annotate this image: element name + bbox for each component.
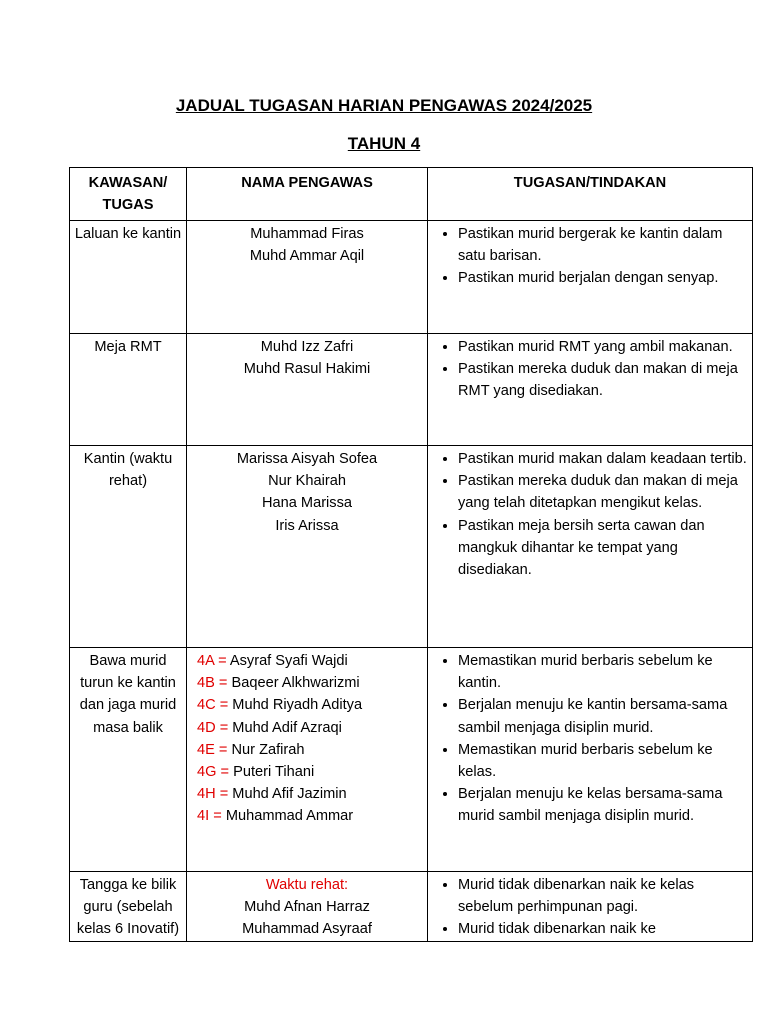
tugasan-item: • Berjalan menuju ke kelas bersama-sama murid sambil menjaga disiplin murid.	[458, 783, 748, 827]
nama-pengawas: Muhd Izz Zafri	[260, 339, 354, 355]
nama-pengawas: Muhd Rasul Hakimi	[243, 361, 371, 378]
kelas-label: 4E =	[197, 741, 228, 758]
tugasan-item: • Memastikan murid berbaris sebelum ke kelas.	[458, 739, 748, 783]
nama-cell	[187, 446, 428, 648]
kelas-pengawas-line	[197, 717, 423, 739]
tugasan-cell	[428, 872, 753, 942]
nama-pengawas: Muhd Adif Azraqi	[232, 719, 342, 736]
kelas-label: 4B =	[197, 675, 228, 692]
nama-pengawas: Nur Khairah	[268, 473, 346, 490]
nama-cell	[187, 648, 428, 872]
table-row	[70, 221, 753, 334]
kelas-pengawas-line	[197, 783, 423, 805]
table-row	[70, 446, 753, 648]
tugasan-item: • Berjalan menuju ke kantin bersama-sama sambil menjaga disiplin murid.	[458, 694, 748, 738]
tugasan-item: • Murid tidak dibenarkan naik ke kelas sebelum perhimpunan pagi.	[458, 874, 748, 918]
kelas-pengawas-line	[197, 672, 423, 694]
document-title: JADUAL TUGASAN HARIAN PENGAWAS 2024/2025	[175, 96, 593, 115]
nama-cell	[187, 872, 428, 942]
nama-pengawas: Muhammad Asyraaf	[242, 921, 372, 938]
tugasan-item: • Murid tidak dibenarkan naik ke	[458, 918, 748, 940]
tugasan-item: • Memastikan murid berbaris sebelum ke kantin.	[458, 650, 748, 694]
tugasan-item: • Pastikan murid berjalan dengan senyap.	[458, 267, 748, 289]
nama-pengawas: Marissa Aisyah Sofea	[236, 451, 378, 467]
nama-cell	[187, 334, 428, 446]
tugasan-cell	[428, 648, 753, 872]
tugasan-cell	[428, 334, 753, 446]
nama-pengawas: Hana Marissa	[261, 495, 353, 512]
tugasan-item: • Pastikan mereka duduk dan makan di meja yang telah ditetapkan mengikut kelas.	[458, 470, 748, 514]
duty-table	[69, 167, 753, 942]
kelas-label: 4A =	[197, 653, 227, 669]
tugasan-cell	[428, 221, 753, 334]
nama-pengawas: Muhd Afif Jazimin	[232, 786, 347, 803]
nama-pengawas: Muhd Ammar Aqil	[249, 248, 365, 265]
kelas-label: 4D =	[197, 719, 229, 736]
header-kawasan: KAWASAN/ TUGAS	[70, 168, 187, 221]
kawasan-cell: Meja RMT	[70, 334, 187, 446]
header-tugasan: TUGASAN/TINDAKAN	[428, 168, 753, 221]
kawasan-cell: Kantin (waktu rehat)	[70, 446, 187, 648]
waktu-label: Waktu rehat:	[265, 877, 349, 893]
table-header-row	[70, 168, 753, 221]
nama-cell	[187, 221, 428, 334]
tugasan-item: • Pastikan meja bersih serta cawan dan mangkuk dihantar ke tempat yang disediakan.	[458, 515, 748, 582]
tugasan-item: • Pastikan murid makan dalam keadaan tertib.	[458, 448, 748, 470]
kawasan-cell: Laluan ke kantin	[70, 221, 187, 334]
kelas-label: 4H =	[197, 786, 229, 803]
kelas-pengawas-line	[197, 694, 423, 716]
tugasan-item: • Pastikan murid RMT yang ambil makanan.	[458, 336, 748, 358]
kelas-pengawas-line	[197, 761, 423, 783]
table-row	[70, 334, 753, 446]
kelas-label: 4G =	[197, 764, 230, 781]
kelas-pengawas-line	[197, 739, 423, 761]
tugasan-cell	[428, 446, 753, 648]
kawasan-cell: Bawa murid turun ke kantin dan jaga murid masa balik	[70, 648, 187, 872]
header-nama-pengawas: NAMA PENGAWAS	[187, 168, 428, 221]
nama-pengawas: Muhd Riyadh Aditya	[232, 697, 363, 714]
table-row	[70, 648, 753, 872]
table-row	[70, 872, 753, 942]
nama-pengawas: Iris Arissa	[275, 517, 339, 534]
kelas-label: 4I =	[197, 808, 222, 825]
nama-pengawas: Puteri Tihani	[233, 764, 315, 781]
document-subtitle: TAHUN 4	[347, 134, 421, 153]
nama-pengawas: Baqeer Alkhwarizmi	[231, 675, 360, 692]
tugasan-item: • Pastikan mereka duduk dan makan di meja RMT yang disediakan.	[458, 358, 748, 402]
kelas-pengawas-line	[197, 650, 423, 672]
kelas-pengawas-line	[197, 805, 423, 827]
tugasan-item: • Pastikan murid bergerak ke kantin dalam satu barisan.	[458, 223, 748, 267]
kelas-label: 4C =	[197, 697, 229, 714]
nama-pengawas: Muhd Afnan Harraz	[244, 899, 370, 916]
kawasan-cell: Tangga ke bilik guru (sebelah kelas 6 Inovatif)	[70, 872, 187, 942]
nama-pengawas: Asyraf Syafi Wajdi	[229, 653, 348, 669]
nama-pengawas: Muhammad Firas	[250, 226, 364, 242]
nama-pengawas: Nur Zafirah	[231, 741, 305, 758]
nama-pengawas: Muhammad Ammar	[225, 808, 354, 825]
